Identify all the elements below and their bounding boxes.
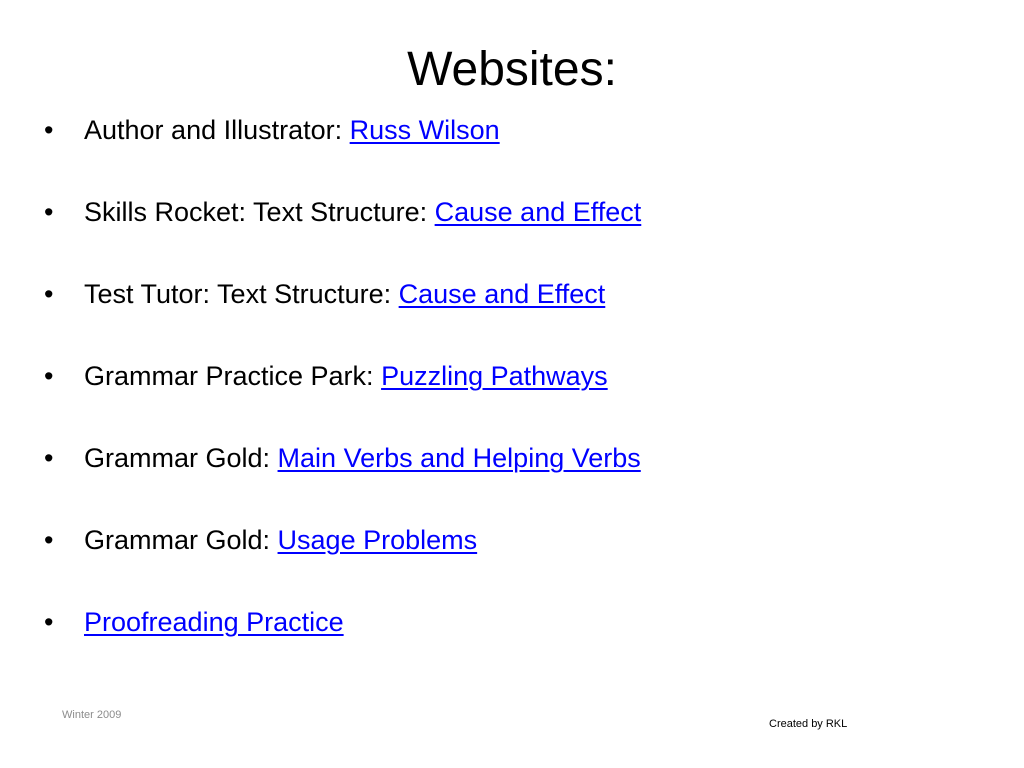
bullet-label: Author and Illustrator:: [84, 115, 350, 145]
bullet-label: Grammar Practice Park:: [84, 361, 382, 391]
bullet-list: [44, 108, 641, 682]
bullet-icon: •: [44, 361, 54, 391]
bullet-label: Grammar Gold:: [84, 443, 278, 473]
bullet-item-test-tutor: [44, 272, 641, 354]
bullet-item-grammar-gold-verbs: [44, 436, 641, 518]
bullet-item-author: [44, 108, 641, 190]
bullet-item-skills-rocket: [44, 190, 641, 272]
link-russ-wilson[interactable]: Russ Wilson: [349, 115, 500, 145]
link-proofreading-practice[interactable]: Proofreading Practice: [84, 607, 344, 637]
footer-author: Created by RKL: [769, 718, 848, 730]
bullet-item-grammar-practice-park: [44, 354, 641, 436]
bullet-icon: •: [44, 443, 54, 473]
footer-date: Winter 2009: [62, 709, 122, 721]
link-main-verbs-and-helping-verbs[interactable]: Main Verbs and Helping Verbs: [277, 443, 641, 473]
bullet-item-grammar-gold-usage: [44, 518, 641, 600]
bullet-item-proofreading: [44, 600, 641, 682]
link-cause-and-effect-test-tutor[interactable]: Cause and Effect: [398, 279, 606, 309]
bullet-label: Grammar Gold:: [84, 525, 278, 555]
bullet-icon: •: [44, 607, 54, 637]
link-puzzling-pathways[interactable]: Puzzling Pathways: [381, 361, 608, 391]
link-cause-and-effect-skills-rocket[interactable]: Cause and Effect: [434, 197, 642, 227]
bullet-icon: •: [44, 197, 54, 227]
bullet-label: Skills Rocket: Text Structure:: [84, 197, 435, 227]
link-usage-problems[interactable]: Usage Problems: [277, 525, 478, 555]
bullet-icon: •: [44, 525, 54, 555]
slide-title: Websites:: [407, 43, 617, 96]
bullet-icon: •: [44, 115, 54, 145]
bullet-label: Test Tutor: Text Structure:: [84, 279, 399, 309]
bullet-icon: •: [44, 279, 54, 309]
